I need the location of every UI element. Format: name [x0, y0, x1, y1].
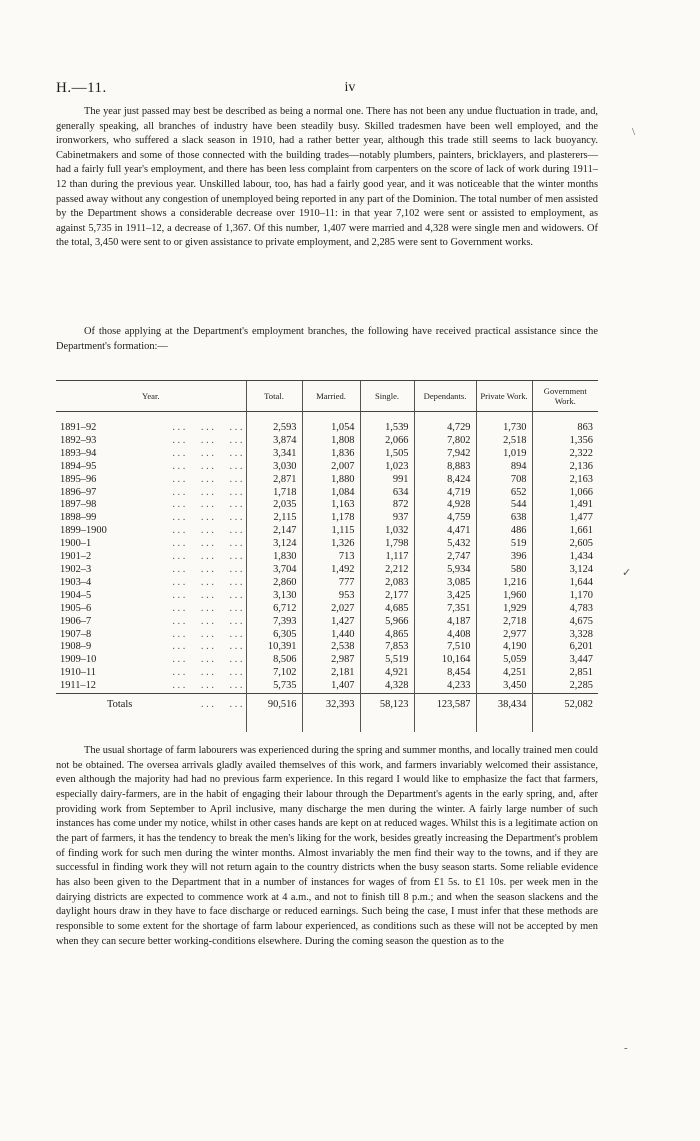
margin-tick-mark: \: [632, 126, 636, 138]
government-work-cell: 3,447: [532, 654, 598, 667]
column-header-married: Married.: [302, 381, 360, 412]
government-work-cell: 1,661: [532, 525, 598, 538]
married-cell: 713: [302, 551, 360, 564]
year-cell: 1905–6: [60, 602, 92, 614]
government-work-cell: 1,434: [532, 551, 598, 564]
dependants-cell: 4,729: [414, 422, 476, 435]
government-work-cell: 1,066: [532, 487, 598, 500]
year-cell: 1904–5: [60, 589, 92, 601]
single-cell: 1,032: [360, 525, 414, 538]
total-cell: 2,035: [246, 499, 302, 512]
married-cell: 1,326: [302, 538, 360, 551]
government-work-cell: 1,356: [532, 435, 598, 448]
total-cell: 1,718: [246, 487, 302, 500]
total-cell: 1,830: [246, 551, 302, 564]
married-cell: 777: [302, 577, 360, 590]
total-cell: 7,393: [246, 616, 302, 629]
total-cell: 2,593: [246, 422, 302, 435]
total-cell: 6,712: [246, 603, 302, 616]
private-work-cell: 1,929: [476, 603, 532, 616]
total-private-work: 38,434: [476, 694, 532, 717]
government-work-cell: 1,477: [532, 512, 598, 525]
table-row: 1899–1900 . . . . . . . . . 2,147 1,115 1,032 4,471 486 1,661: [56, 525, 598, 538]
government-work-cell: 2,136: [532, 461, 598, 474]
single-cell: 1,505: [360, 448, 414, 461]
dependants-cell: 4,719: [414, 487, 476, 500]
dependants-cell: 7,510: [414, 641, 476, 654]
dependants-cell: 4,408: [414, 629, 476, 642]
year-cell: 1907–8: [60, 628, 92, 640]
single-cell: 1,117: [360, 551, 414, 564]
dependants-cell: 4,471: [414, 525, 476, 538]
margin-dash-mark: -: [624, 1042, 628, 1054]
year-cell: 1908–9: [60, 641, 92, 653]
married-cell: 1,492: [302, 564, 360, 577]
total-married: 32,393: [302, 694, 360, 717]
column-header-year: Year.: [56, 381, 246, 412]
government-work-cell: 2,605: [532, 538, 598, 551]
year-cell: 1909–10: [60, 654, 97, 666]
table-row: 1909–10 . . . . . . . . . 8,506 2,987 5,519 10,164 5,059 3,447: [56, 654, 598, 667]
paragraph-table-intro: Of those applying at the Department's employment branches, the following have received practical assistance since the Department's formation:—: [56, 326, 598, 352]
total-cell: 2,871: [246, 474, 302, 487]
private-work-cell: 4,190: [476, 641, 532, 654]
page-number: iv: [344, 80, 356, 95]
dependants-cell: 10,164: [414, 654, 476, 667]
married-cell: 1,084: [302, 487, 360, 500]
total-cell: 3,030: [246, 461, 302, 474]
total-cell: 3,341: [246, 448, 302, 461]
single-cell: 2,083: [360, 577, 414, 590]
table-row: 1894–95 . . . . . . . . . 3,030 2,007 1,023 8,883 894 2,136: [56, 461, 598, 474]
table-row: 1902–3 . . . . . . . . . 3,704 1,492 2,212 5,934 580 3,124: [56, 564, 598, 577]
column-header-dependants: Dependants.: [414, 381, 476, 412]
government-work-cell: 4,783: [532, 603, 598, 616]
total-cell: 10,391: [246, 641, 302, 654]
single-cell: 4,685: [360, 603, 414, 616]
dependants-cell: 4,233: [414, 680, 476, 693]
government-work-cell: 2,163: [532, 474, 598, 487]
private-work-cell: 2,977: [476, 629, 532, 642]
total-cell: 3,874: [246, 435, 302, 448]
table-row: 1910–11 . . . . . . . . . 7,102 2,181 4,921 8,454 4,251 2,851: [56, 667, 598, 680]
year-cell: 1902–3: [60, 563, 92, 575]
married-cell: 1,880: [302, 474, 360, 487]
dependants-cell: 3,425: [414, 590, 476, 603]
private-work-cell: 3,450: [476, 680, 532, 693]
single-cell: 7,853: [360, 641, 414, 654]
paragraph-farm-labour: The usual shortage of farm labourers was experienced during the spring and summer months, and locally trained men could not be obtained. The oversea arrivals gladly availed themselves of this work, and farmers invariably welcomed their assistance, even although the majority had had no previous farm experience. In this regard I would like to emphasize the fact that farmers, especially dairy-farmers, are in the habit of engaging their labour through the Department's agents in the early spring, and, after providing work from September to April inclusive, many discharge the men during the winter. A fairly large number of such instances has come under my notice, whilst in other cases hands are kept on at reduced wages. Whilst this is a legitimate action on the part of farmers, it has the tendency to break the men's liking for the work, besides greatly increasing the Department's problem of finding work for such men during the winter months. Almost invariably the men find their way to the towns, and if they are successful in finding work they will not return again to the country districts when the busy season starts. Some reliable evidence has also been given to the Department that in a number of instances for wages of from £1 5s. to £1 10s. per week men in the dairying districts are expected to commence work at 4 a.m., and not to finish till 8 p.m.; and when the season slackens and the daylight hours draw in they have to face discharge or reduced earnings. Such being the case, I must infer that these methods are responsible to some extent for the shortage of farm labour experienced, as conditions such as these will not be accepted by men when they can secure better working-conditions elsewhere. During the coming season the question as to the: [56, 745, 598, 947]
table-row: 1897–98 . . . . . . . . . 2,035 1,163 872 4,928 544 1,491: [56, 499, 598, 512]
private-work-cell: 1,216: [476, 577, 532, 590]
table-row: 1892–93 . . . . . . . . . 3,874 1,808 2,066 7,802 2,518 1,356: [56, 435, 598, 448]
government-work-cell: 2,322: [532, 448, 598, 461]
single-cell: 937: [360, 512, 414, 525]
year-cell: 1899–1900: [60, 525, 107, 537]
single-cell: 5,519: [360, 654, 414, 667]
dependants-cell: 5,432: [414, 538, 476, 551]
page-header: [56, 80, 644, 100]
single-cell: 991: [360, 474, 414, 487]
year-cell: 1894–95: [60, 460, 97, 472]
government-work-cell: 1,491: [532, 499, 598, 512]
single-cell: 2,066: [360, 435, 414, 448]
dependants-cell: 8,424: [414, 474, 476, 487]
single-cell: 5,966: [360, 616, 414, 629]
table-row: 1900–1 . . . . . . . . . 3,124 1,326 1,798 5,432 519 2,605: [56, 538, 598, 551]
table-row: 1911–12 . . . . . . . . . 5,735 1,407 4,328 4,233 3,450 2,285: [56, 680, 598, 693]
total-total: 90,516: [246, 694, 302, 717]
total-government-work: 52,082: [532, 694, 598, 717]
single-cell: 872: [360, 499, 414, 512]
total-cell: 3,124: [246, 538, 302, 551]
private-work-cell: 5,059: [476, 654, 532, 667]
government-work-cell: 1,170: [532, 590, 598, 603]
private-work-cell: 519: [476, 538, 532, 551]
dependants-cell: 2,747: [414, 551, 476, 564]
column-header-private-work: Private Work.: [476, 381, 532, 412]
married-cell: 2,007: [302, 461, 360, 474]
total-dependants: 123,587: [414, 694, 476, 717]
private-work-cell: 1,019: [476, 448, 532, 461]
private-work-cell: 1,960: [476, 590, 532, 603]
single-cell: 1,539: [360, 422, 414, 435]
single-cell: 2,177: [360, 590, 414, 603]
private-work-cell: 894: [476, 461, 532, 474]
document-reference: H.—11.: [56, 80, 107, 96]
married-cell: 2,027: [302, 603, 360, 616]
total-cell: 8,506: [246, 654, 302, 667]
single-cell: 4,328: [360, 680, 414, 693]
total-cell: 3,704: [246, 564, 302, 577]
year-cell: 1903–4: [60, 576, 92, 588]
private-work-cell: 580: [476, 564, 532, 577]
private-work-cell: 1,730: [476, 422, 532, 435]
single-cell: 1,023: [360, 461, 414, 474]
employment-assistance-table: [56, 380, 598, 732]
dependants-cell: 7,942: [414, 448, 476, 461]
government-work-cell: 1,644: [532, 577, 598, 590]
year-cell: 1911–12: [60, 680, 96, 692]
private-work-cell: 4,251: [476, 667, 532, 680]
table-row: 1903–4 . . . . . . . . . 2,860 777 2,083 3,085 1,216 1,644: [56, 577, 598, 590]
dependants-cell: 4,187: [414, 616, 476, 629]
private-work-cell: 2,718: [476, 616, 532, 629]
table-row: 1898–99 . . . . . . . . . 2,115 1,178 937 4,759 638 1,477: [56, 512, 598, 525]
government-work-cell: 863: [532, 422, 598, 435]
column-header-total: Total.: [246, 381, 302, 412]
year-cell: 1897–98: [60, 499, 97, 511]
totals-row: Totals . . . . . . 90,516 32,393 58,123 123,587 38,434 52,082: [56, 694, 598, 717]
totals-label: Totals: [107, 698, 133, 710]
table-row: 1905–6 . . . . . . . . . 6,712 2,027 4,685 7,351 1,929 4,783: [56, 603, 598, 616]
private-work-cell: 2,518: [476, 435, 532, 448]
year-cell: 1898–99: [60, 512, 97, 524]
private-work-cell: 544: [476, 499, 532, 512]
column-header-single: Single.: [360, 381, 414, 412]
table-row: 1907–8 . . . . . . . . . 6,305 1,440 4,865 4,408 2,977 3,328: [56, 629, 598, 642]
married-cell: 2,181: [302, 667, 360, 680]
married-cell: 1,808: [302, 435, 360, 448]
table-row: 1908–9 . . . . . . . . . 10,391 2,538 7,853 7,510 4,190 6,201: [56, 641, 598, 654]
married-cell: 1,115: [302, 525, 360, 538]
married-cell: 953: [302, 590, 360, 603]
table-row: 1904–5 . . . . . . . . . 3,130 953 2,177 3,425 1,960 1,170: [56, 590, 598, 603]
table-header-row: [56, 381, 598, 412]
dependants-cell: 4,759: [414, 512, 476, 525]
married-cell: 2,538: [302, 641, 360, 654]
married-cell: 1,054: [302, 422, 360, 435]
dependants-cell: 8,883: [414, 461, 476, 474]
government-work-cell: 2,285: [532, 680, 598, 693]
year-cell: 1900–1: [60, 538, 92, 550]
dependants-cell: 4,928: [414, 499, 476, 512]
total-single: 58,123: [360, 694, 414, 717]
table-row: 1891–92 . . . . . . . . . 2,593 1,054 1,539 4,729 1,730 863: [56, 422, 598, 435]
table-body: [56, 412, 598, 694]
year-cell: 1893–94: [60, 447, 97, 459]
year-cell: 1896–97: [60, 486, 97, 498]
total-cell: 2,115: [246, 512, 302, 525]
year-cell: 1901–2: [60, 551, 92, 563]
married-cell: 1,427: [302, 616, 360, 629]
married-cell: 1,163: [302, 499, 360, 512]
year-cell: 1895–96: [60, 473, 97, 485]
total-cell: 5,735: [246, 680, 302, 693]
private-work-cell: 708: [476, 474, 532, 487]
married-cell: 2,987: [302, 654, 360, 667]
single-cell: 634: [360, 487, 414, 500]
government-work-cell: 3,328: [532, 629, 598, 642]
paragraph-normal-year: The year just passed may best be described as being a normal one. There has not been any undue fluctuation in trade, and, generally speaking, all branches of industry have been steadily busy. Skilled tradesmen have been well employed, and the ironworkers, who suffered a slack season in 1910, had a rather better year, although this trade still seems to lack buoyancy. Cabinetmakers and some of those connected with the building trades—notably plumbers, painters, bricklayers, and plasterers—had a fairly full year's employment, and there has been less complaint from carpenters on the score of lack of work during 1911–12 than during the previous year. Unskilled labour, too, has had a fairly good year, and it was noticeable that the winter months passed away without any congestion of unemployed being reported in any part of the Dominion. The total number of men assisted by the Department shows a considerable decrease over 1910–11: in that year 7,102 were sent or assisted to employment, as against 5,735 in 1911–12, a decrease of 1,367. Of this number, 1,407 were married and 4,328 were single men and widowers. Of the total, 3,450 were sent to or given assistance to private employment, and 2,285 were sent to Government works.: [56, 106, 598, 249]
table-row: 1901–2 . . . . . . . . . 1,830 713 1,117 2,747 396 1,434: [56, 551, 598, 564]
single-cell: 4,921: [360, 667, 414, 680]
married-cell: 1,440: [302, 629, 360, 642]
year-cell: 1891–92: [60, 422, 97, 433]
government-work-cell: 3,124: [532, 564, 598, 577]
margin-check-mark: ✓: [622, 567, 632, 579]
dependants-cell: 5,934: [414, 564, 476, 577]
married-cell: 1,836: [302, 448, 360, 461]
single-cell: 4,865: [360, 629, 414, 642]
dependants-cell: 8,454: [414, 667, 476, 680]
dependants-cell: 7,802: [414, 435, 476, 448]
total-cell: 2,860: [246, 577, 302, 590]
total-cell: 3,130: [246, 590, 302, 603]
married-cell: 1,178: [302, 512, 360, 525]
government-work-cell: 4,675: [532, 616, 598, 629]
table-row: 1895–96 . . . . . . . . . 2,871 1,880 991 8,424 708 2,163: [56, 474, 598, 487]
married-cell: 1,407: [302, 680, 360, 693]
private-work-cell: 638: [476, 512, 532, 525]
government-work-cell: 2,851: [532, 667, 598, 680]
total-cell: 2,147: [246, 525, 302, 538]
dependants-cell: 3,085: [414, 577, 476, 590]
year-cell: 1892–93: [60, 434, 97, 446]
total-cell: 7,102: [246, 667, 302, 680]
year-cell: 1910–11: [60, 667, 96, 679]
column-header-government-work: Government Work.: [532, 381, 598, 412]
single-cell: 1,798: [360, 538, 414, 551]
private-work-cell: 486: [476, 525, 532, 538]
table-row: 1906–7 . . . . . . . . . 7,393 1,427 5,966 4,187 2,718 4,675: [56, 616, 598, 629]
total-cell: 6,305: [246, 629, 302, 642]
table-row: 1893–94 . . . . . . . . . 3,341 1,836 1,505 7,942 1,019 2,322: [56, 448, 598, 461]
year-cell: 1906–7: [60, 615, 92, 627]
table-row: 1896–97 . . . . . . . . . 1,718 1,084 634 4,719 652 1,066: [56, 487, 598, 500]
government-work-cell: 6,201: [532, 641, 598, 654]
private-work-cell: 652: [476, 487, 532, 500]
dependants-cell: 7,351: [414, 603, 476, 616]
single-cell: 2,212: [360, 564, 414, 577]
private-work-cell: 396: [476, 551, 532, 564]
